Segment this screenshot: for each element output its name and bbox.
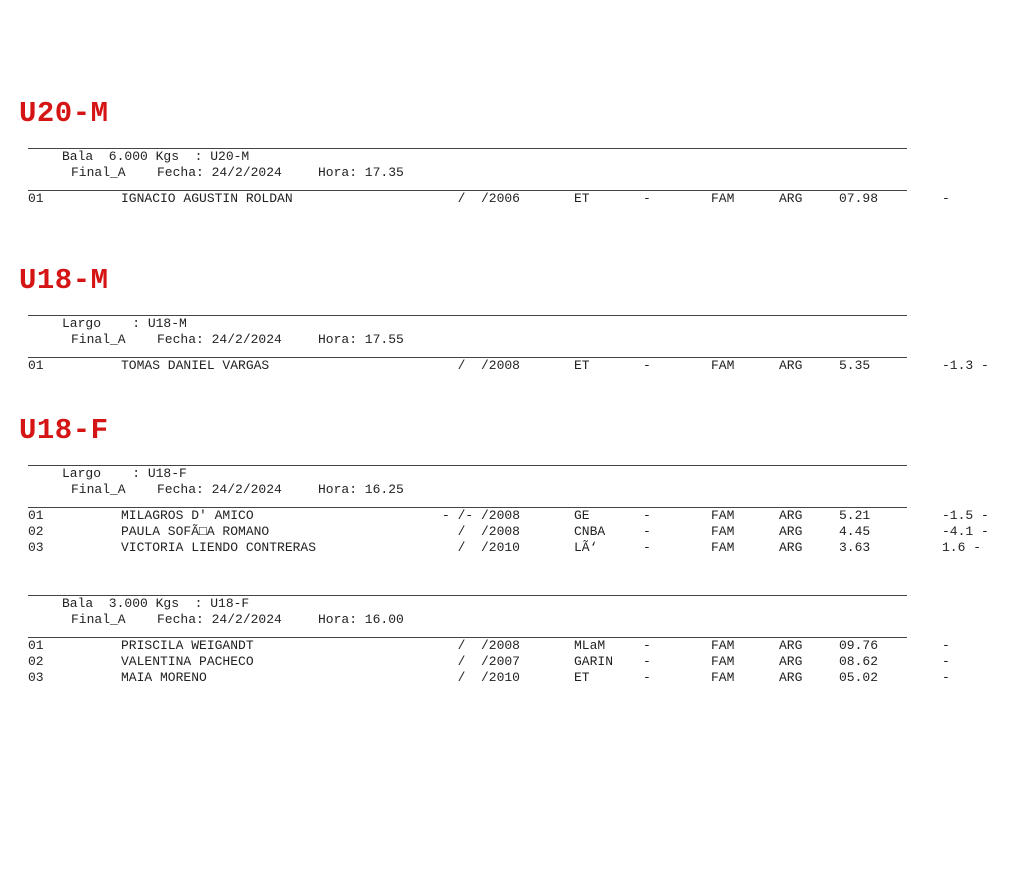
result-row <box>28 638 1008 654</box>
event-name: Largo : U18-M <box>62 316 187 331</box>
club: LÃ‘ <box>574 540 598 555</box>
club: CNBA <box>574 524 606 539</box>
birth-date: / /2007 <box>457 654 520 669</box>
athlete-name: VICTORIA LIENDO CONTRERAS <box>121 540 317 555</box>
federation: FAM <box>711 638 735 653</box>
separator: - <box>643 540 651 555</box>
result-position: 01 <box>28 191 44 206</box>
event-time: Hora: 17.35 <box>318 165 404 180</box>
result-mark: 05.02 <box>839 670 879 685</box>
event-block <box>28 315 1008 374</box>
athlete-name: MAIA MORENO <box>121 670 207 685</box>
club: MLaM <box>574 638 606 653</box>
country: ARG <box>779 654 803 669</box>
club: ET <box>574 358 590 373</box>
birth-date: / /2008 <box>457 524 520 539</box>
separator: - <box>643 508 651 523</box>
round-info <box>28 482 1008 498</box>
result-mark: 3.63 <box>839 540 871 555</box>
separator: - <box>643 358 651 373</box>
event-header <box>28 596 1008 612</box>
birth-date: / /2006 <box>457 191 520 206</box>
result-row <box>28 654 1008 670</box>
round-label: Final_A <box>71 482 126 497</box>
event-block <box>28 148 1008 207</box>
birth-date: / /2008 <box>457 638 520 653</box>
birth-date: / /2008 <box>457 358 520 373</box>
federation: FAM <box>711 540 735 555</box>
federation: FAM <box>711 191 735 206</box>
event-date: Fecha: 24/2/2024 <box>157 482 282 497</box>
federation: FAM <box>711 670 735 685</box>
athlete-name: PRISCILA WEIGANDT <box>121 638 254 653</box>
section-title: U18-F <box>19 414 109 447</box>
country: ARG <box>779 670 803 685</box>
round-label: Final_A <box>71 165 126 180</box>
result-position: 02 <box>28 524 44 539</box>
club: ET <box>574 670 590 685</box>
result-row <box>28 540 1008 556</box>
separator: - <box>643 654 651 669</box>
section-title: U18-M <box>19 264 109 297</box>
result-position: 03 <box>28 670 44 685</box>
round-label: Final_A <box>71 332 126 347</box>
federation: FAM <box>711 358 735 373</box>
event-time: Hora: 17.55 <box>318 332 404 347</box>
athlete-name: IGNACIO AGUSTIN ROLDAN <box>121 191 293 206</box>
event-time: Hora: 16.25 <box>318 482 404 497</box>
country: ARG <box>779 508 803 523</box>
federation: FAM <box>711 508 735 523</box>
wind: - <box>942 191 950 206</box>
result-row <box>28 508 1008 524</box>
club: ET <box>574 191 590 206</box>
separator: - <box>643 638 651 653</box>
country: ARG <box>779 540 803 555</box>
federation: FAM <box>711 654 735 669</box>
result-row <box>28 191 1008 207</box>
result-position: 01 <box>28 508 44 523</box>
result-mark: 5.21 <box>839 508 871 523</box>
result-position: 01 <box>28 358 44 373</box>
result-mark: 09.76 <box>839 638 879 653</box>
event-name: Bala 6.000 Kgs : U20-M <box>62 149 250 164</box>
event-time: Hora: 16.00 <box>318 612 404 627</box>
separator: - <box>643 524 651 539</box>
birth-date: - /- /2008 <box>441 508 520 523</box>
federation: FAM <box>711 524 735 539</box>
event-date: Fecha: 24/2/2024 <box>157 165 282 180</box>
result-mark: 5.35 <box>839 358 871 373</box>
result-mark: 08.62 <box>839 654 879 669</box>
wind: 1.6 - <box>942 540 982 555</box>
event-header <box>28 316 1008 332</box>
event-date: Fecha: 24/2/2024 <box>157 612 282 627</box>
athlete-name: MILAGROS D' AMICO <box>121 508 254 523</box>
separator: - <box>643 191 651 206</box>
country: ARG <box>779 524 803 539</box>
athlete-name: TOMAS DANIEL VARGAS <box>121 358 270 373</box>
club: GE <box>574 508 590 523</box>
event-date: Fecha: 24/2/2024 <box>157 332 282 347</box>
event-name: Bala 3.000 Kgs : U18-F <box>62 596 250 611</box>
separator: - <box>643 670 651 685</box>
wind: -1.5 - <box>942 508 989 523</box>
club: GARIN <box>574 654 614 669</box>
event-name: Largo : U18-F <box>62 466 187 481</box>
result-position: 03 <box>28 540 44 555</box>
event-header <box>28 466 1008 482</box>
birth-date: / /2010 <box>457 670 520 685</box>
result-position: 01 <box>28 638 44 653</box>
athlete-name: VALENTINA PACHECO <box>121 654 254 669</box>
event-block <box>28 465 1008 556</box>
result-row <box>28 524 1008 540</box>
country: ARG <box>779 358 803 373</box>
athlete-name: PAULA SOFÃ□A ROMANO <box>121 524 270 539</box>
wind: -4.1 - <box>942 524 989 539</box>
wind: -1.3 - <box>942 358 989 373</box>
round-info <box>28 165 1008 181</box>
round-info <box>28 332 1008 348</box>
event-block <box>28 595 1008 686</box>
birth-date: / /2010 <box>457 540 520 555</box>
event-header <box>28 149 1008 165</box>
wind: - <box>942 670 950 685</box>
result-mark: 07.98 <box>839 191 879 206</box>
wind: - <box>942 654 950 669</box>
result-row <box>28 670 1008 686</box>
section-title: U20-M <box>19 97 109 130</box>
result-row <box>28 358 1008 374</box>
round-label: Final_A <box>71 612 126 627</box>
result-position: 02 <box>28 654 44 669</box>
wind: - <box>942 638 950 653</box>
country: ARG <box>779 191 803 206</box>
round-info <box>28 612 1008 628</box>
result-mark: 4.45 <box>839 524 871 539</box>
country: ARG <box>779 638 803 653</box>
